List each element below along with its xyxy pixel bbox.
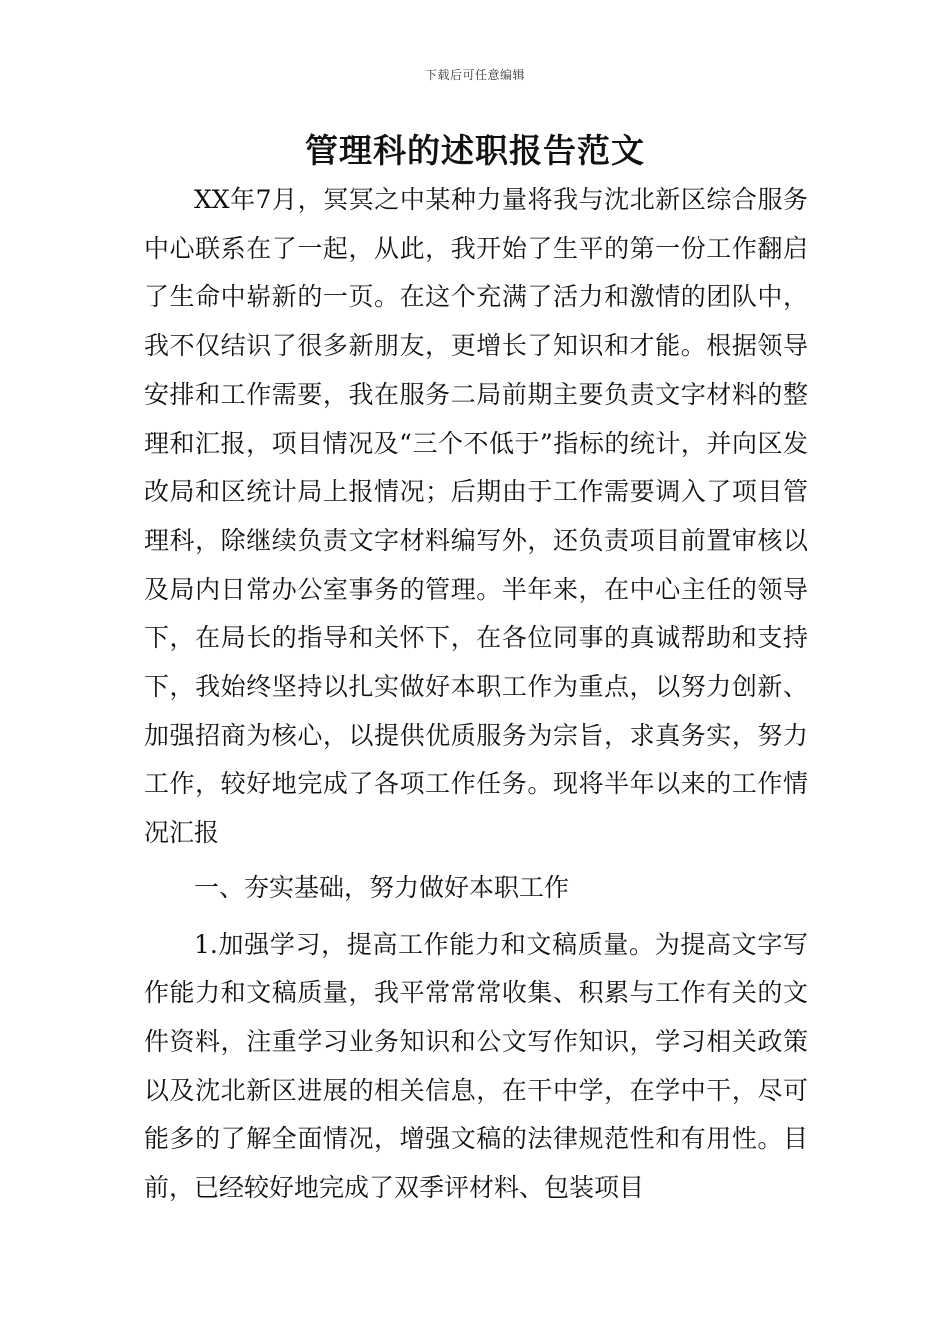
header-note: 下载后可任意编辑 (424, 68, 525, 82)
section-heading: 一、夯实基础，努力做好本职工作 (194, 872, 570, 902)
body-paragraph-item: 1.加强学习，提高工作能力和文稿质量。为提高文字写作能力和文稿质量，我平常常常收集、积累与工作有关的文件资料，注重学习业务知识和公文写作知识，学习相关政策以及沈北新区进展的相关信息，在干中学，在学中干，尽可能多的了解全面情况，增强文稿的法律规范性和有用性。目前，已经较好地完成了双季评材料、包装项目 (144, 929, 808, 1203)
document-title: 管理科的述职报告范文 (305, 131, 645, 170)
document-body (144, 176, 808, 1213)
body-paragraph: XX年7月，冥冥之中某种力量将我与沈北新区综合服务中心联系在了一起，从此，我开始了生平的第一份工作翻启了生命中崭新的一页。在这个充满了活力和激情的团队中，我不仅结识了很多新朋友，更增长了知识和才能。根据领导安排和工作需要，我在服务二局前期主要负责文字材料的整理和汇报，项目情况及“三个不低于”指标的统计，并向区发改局和区统计局上报情况；后期由于工作需要调入了项目管理科，除继续负责文字材料编写外，还负责项目前置审核以及局内日常办公室事务的管理。半年来，在中心主任的领导下，在局长的指导和关怀下，在各位同事的真诚帮助和支持下，我始终坚持以扎实做好本职工作为重点，以努力创新、加强招商为核心，以提供优质服务为宗旨，求真务实，努力工作，较好地完成了各项工作任务。现将半年以来的工作情况汇报 (144, 185, 808, 848)
